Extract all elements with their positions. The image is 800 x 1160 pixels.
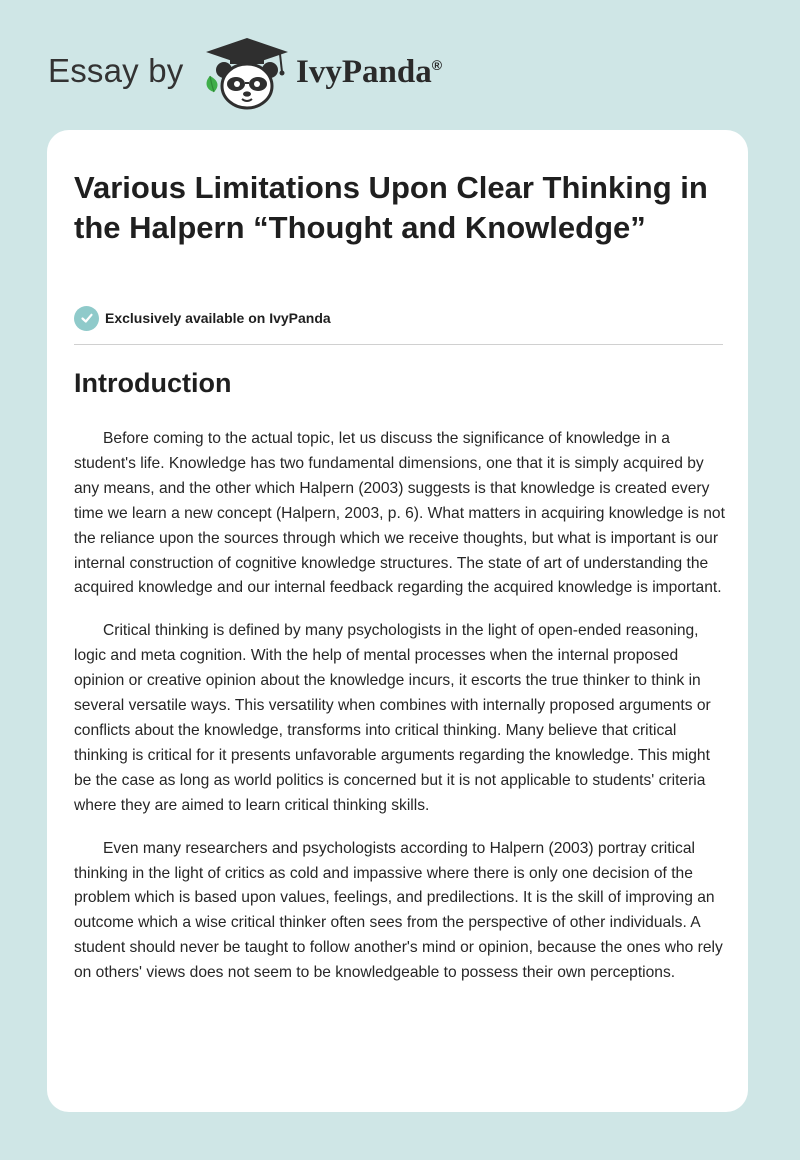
essay-title: Various Limitations Upon Clear Thinking in the Halpern “Thought and Knowledge” [74,170,708,245]
graduate-panda-icon[interactable] [202,36,292,110]
paragraph: Before coming to the actual topic, let us discuss the significance of knowledge in a student's life. Knowledge has two fundamental dimensions, one that it is simply acquired by any means, and the other which Halpern (2003) suggests is that knowledge is created every time we learn a new concept (Halpern, 2003, p. 6). What matters in acquiring knowledge is not the reliance upon the sources through which we receive thoughts, but what is important is our internal construction of cognitive knowledge structures. The state of art of understanding the acquired knowledge and our internal feedback regarding the acquired knowledge is important. [74,430,725,597]
divider [74,344,723,345]
site-header [0,0,800,130]
essay-card [47,130,748,1112]
essay-by-label: Essay by [48,52,184,89]
section-heading: Introduction [74,368,232,398]
exclusive-badge-label: Exclusively available on IvyPanda [105,310,331,326]
exclusive-badge [74,305,331,331]
brand-name[interactable]: IvyPanda® [296,54,443,90]
paragraph: Critical thinking is defined by many psychologists in the light of open-ended reasoning, logic and meta cognition. With the help of mental processes when the internal proposed opinion or creative opinion about the knowledge incurs, it escorts the true thinker to think in several versatile ways. This versatility when combines with internally proposed arguments or conflicts about the knowledge, transforms into critical thinking. Many believe that critical thinking is critical for it presents unfavorable arguments regarding the knowledge. This might be the case as long as world politics is concerned but it is not applicable to students' criteria where they are aimed to learn critical thinking skills. [74,622,711,814]
essay-body [74,427,726,1004]
paragraph: Even many researchers and psychologists according to Halpern (2003) portray critical thinking in the light of critics as cold and impassive where there is only one decision of the problem which is based upon values, feelings, and predilections. It is the skill of improving an outcome which a wise critical thinker often sees from the perspective of other individuals. A student should never be taught to follow another's mind or opinion, because the ones who rely on others' views does not seem to be knowledgeable to possess their own perceptions. [74,839,723,982]
check-circle-icon [74,306,99,331]
